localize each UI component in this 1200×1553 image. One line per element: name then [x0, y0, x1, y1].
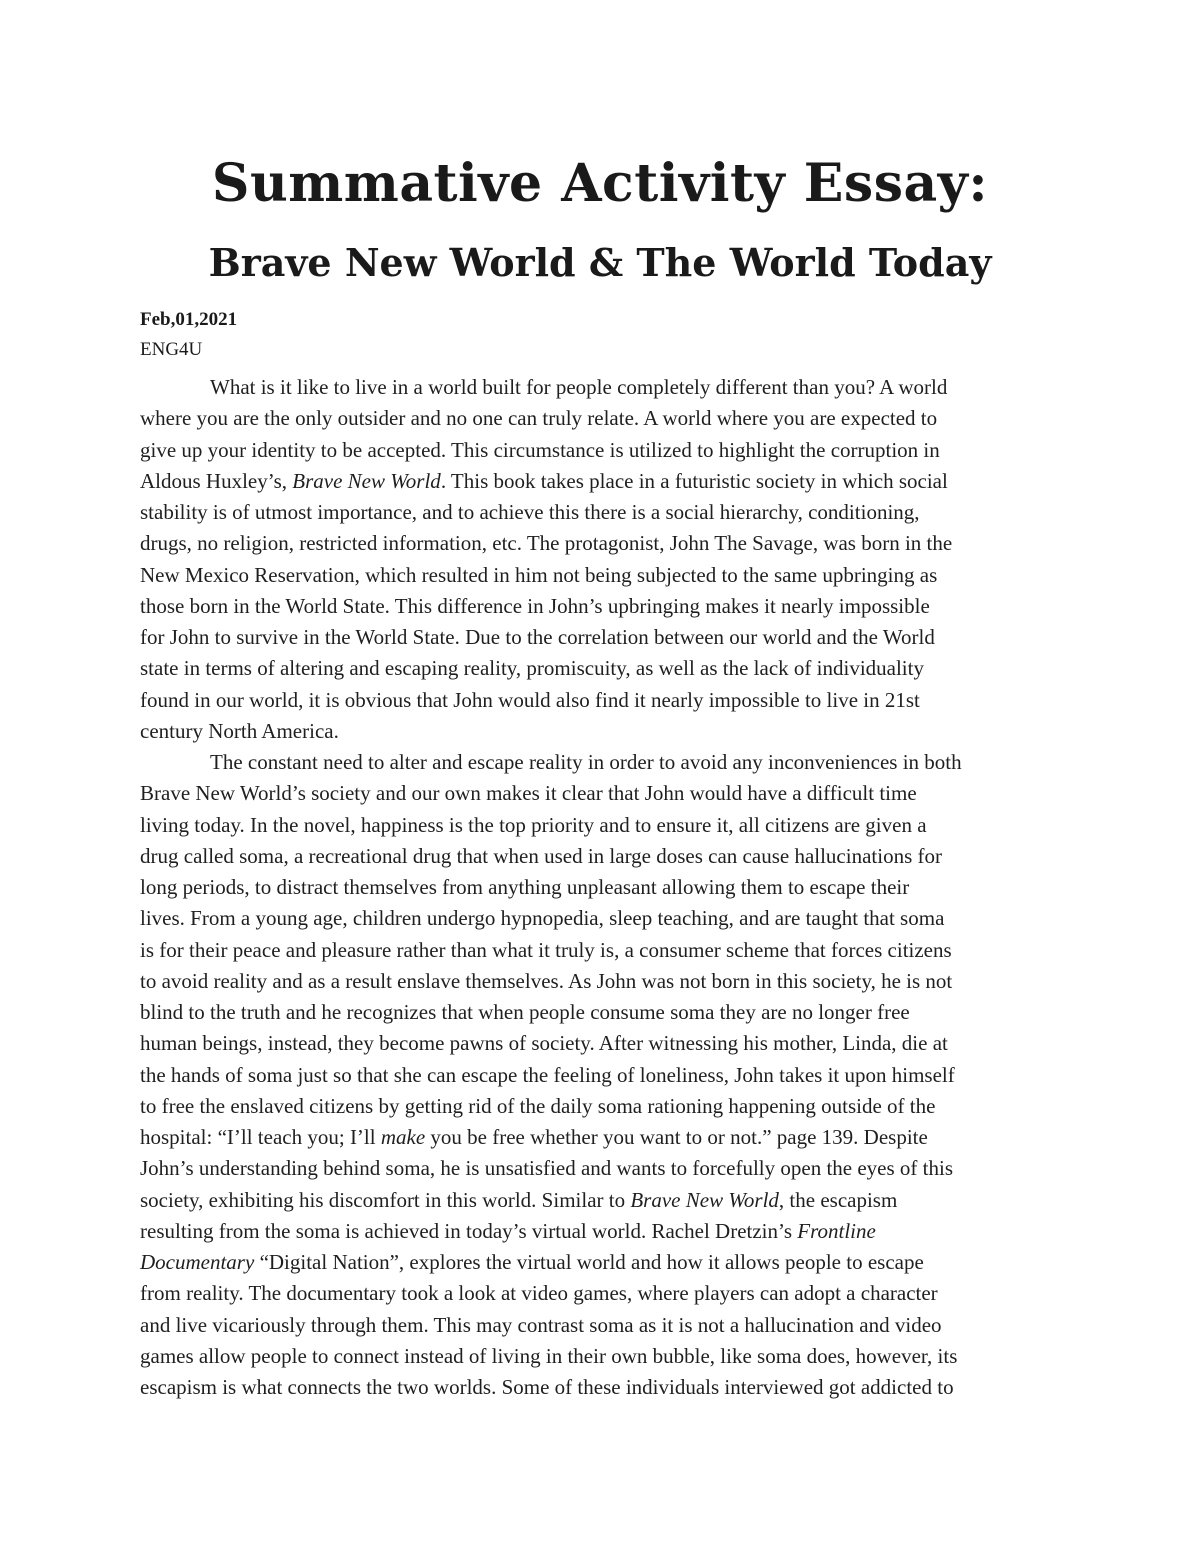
essay-text: hospital: “I’ll teach you; I’ll	[140, 1125, 381, 1149]
essay-line	[140, 1091, 1060, 1122]
essay-text: human beings, instead, they become pawns of society. After witnessing his mother, Linda, die at	[140, 1031, 948, 1056]
document-title: Summative Activity Essay:	[211, 153, 989, 214]
essay-text: escapism is what connects the two worlds. Some of these individuals interviewed got addicted to	[140, 1375, 954, 1399]
essay-line	[140, 747, 1060, 778]
essay-text: state in terms of altering and escaping reality, promiscuity, as well as the lack of individuality	[140, 656, 924, 681]
essay-line	[140, 872, 1060, 903]
essay-line	[140, 1216, 1060, 1247]
essay-text: is for their peace and pleasure rather than what it truly is, a consumer scheme that forces citizens	[140, 937, 952, 962]
essay-text: . This book takes place in a futuristic society in which social	[440, 468, 948, 493]
essay-text: New Mexico Reservation, which resulted in him not being subjected to the same upbringing as	[140, 562, 938, 587]
essay-text: Aldous Huxley’s,	[140, 468, 293, 493]
essay-line	[140, 560, 1060, 591]
essay-text: society, exhibiting his discomfort in this world. Similar to	[140, 1187, 631, 1212]
essay-line	[140, 403, 1060, 434]
essay-line	[140, 1341, 1060, 1372]
essay-text: you be free whether you want to or not.” page 139. Despite	[425, 1125, 928, 1149]
essay-line	[140, 372, 1060, 403]
essay-text: living today. In the novel, happiness is the top priority and to ensure it, all citizens are given a	[140, 812, 927, 837]
essay-text: “Digital Nation”, explores the virtual world and how it allows people to escape	[254, 1250, 924, 1274]
essay-line	[140, 1185, 1060, 1216]
essay-text: The constant need to alter and escape reality in order to avoid any inconveniences in both	[210, 750, 962, 774]
essay-text: John’s understanding behind soma, he is unsatisfied and wants to forcefully open the eyes of this	[140, 1156, 954, 1181]
essay-line	[140, 716, 1060, 747]
essay-italic-text: Frontline	[797, 1218, 876, 1243]
essay-line	[140, 1278, 1060, 1309]
essay-text: to avoid reality and as a result enslave themselves. As John was not born in this society, he is not	[140, 968, 953, 993]
essay-text: century North America.	[140, 718, 339, 743]
essay-line	[140, 778, 1060, 809]
course-code: ENG4U	[140, 339, 203, 360]
essay-text: the hands of soma just so that she can escape the feeling of loneliness, John takes it upon himself	[140, 1062, 955, 1087]
essay-line	[140, 1122, 1060, 1153]
essay-line	[140, 1372, 1060, 1403]
essay-line	[140, 435, 1060, 466]
essay-line	[140, 528, 1060, 559]
essay-line	[140, 1310, 1060, 1341]
essay-text: where you are the only outsider and no one can truly relate. A world where you are expected to	[140, 406, 938, 431]
essay-line	[140, 653, 1060, 684]
essay-text: long periods, to distract themselves from anything unpleasant allowing them to escape their	[140, 875, 910, 899]
essay-text: blind to the truth and he recognizes that when people consume soma they are no longer free	[140, 1000, 910, 1024]
essay-line	[140, 903, 1060, 934]
essay-text: Brave New World’s society and our own makes it clear that John would have a difficult time	[140, 781, 917, 806]
essay-body	[140, 372, 1060, 1403]
essay-text: games allow people to connect instead of living in their own bubble, like soma does, however, its	[140, 1343, 958, 1368]
essay-line	[140, 810, 1060, 841]
document-date: Feb,01,2021	[140, 309, 238, 330]
essay-text: for John to survive in the World State. Due to the correlation between our world and the World	[140, 625, 935, 649]
essay-text: give up your identity to be accepted. This circumstance is utilized to highlight the corruption in	[140, 437, 940, 462]
essay-line	[140, 841, 1060, 872]
essay-text: from reality. The documentary took a look at video games, where players can adopt a character	[140, 1281, 938, 1306]
essay-italic-text: make	[380, 1125, 426, 1149]
essay-text: those born in the World State. This difference in John’s upbringing makes it nearly impossible	[140, 593, 930, 618]
essay-line	[140, 1153, 1060, 1184]
essay-text: drugs, no religion, restricted information, etc. The protagonist, John The Savage, was born in the	[140, 531, 953, 556]
essay-line	[140, 466, 1060, 497]
essay-line	[140, 1028, 1060, 1059]
essay-line	[140, 591, 1060, 622]
essay-line	[140, 497, 1060, 528]
essay-italic-text: Brave New World	[292, 468, 441, 493]
essay-line	[140, 966, 1060, 997]
essay-text: resulting from the soma is achieved in today’s virtual world. Rachel Dretzin’s	[140, 1218, 798, 1243]
essay-text: lives. From a young age, children undergo hypnopedia, sleep teaching, and are taught that soma	[140, 906, 945, 931]
essay-line	[140, 685, 1060, 716]
document-subtitle: Brave New World & The World Today	[208, 240, 992, 285]
essay-text: What is it like to live in a world built for people completely different than you? A world	[210, 375, 948, 399]
essay-text: , the escapism	[778, 1187, 898, 1212]
essay-line	[140, 622, 1060, 653]
essay-text: found in our world, it is obvious that John would also find it nearly impossible to live in 21st	[140, 687, 920, 712]
essay-italic-text: Documentary	[140, 1250, 255, 1274]
essay-line	[140, 1060, 1060, 1091]
essay-text: and live vicariously through them. This may contrast soma as it is not a hallucination and video	[140, 1312, 942, 1337]
essay-italic-text: Brave New World	[630, 1187, 779, 1212]
essay-line	[140, 997, 1060, 1028]
essay-line	[140, 935, 1060, 966]
essay-line	[140, 1247, 1060, 1278]
essay-text: to free the enslaved citizens by getting rid of the daily soma rationing happening outside of the	[140, 1093, 936, 1118]
essay-text: stability is of utmost importance, and to achieve this there is a social hierarchy, conditioning,	[140, 500, 920, 524]
essay-text: drug called soma, a recreational drug that when used in large doses can cause hallucinations for	[140, 843, 942, 868]
